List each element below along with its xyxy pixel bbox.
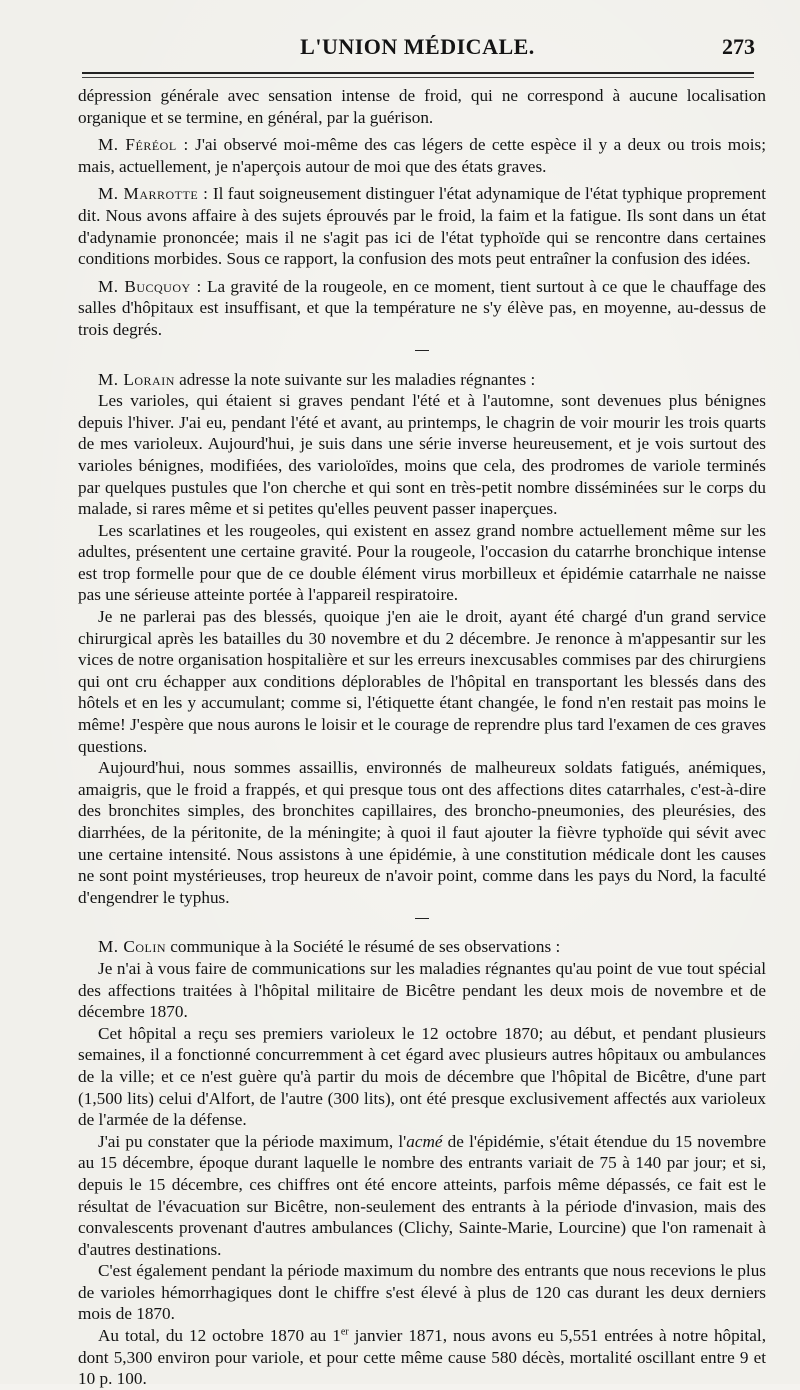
paragraph-text: La gravité de la rougeole, en ce moment, tient surtout à ce que le chauffage des salles d'hôpitaux est insuffisant, et que la température ne s'y élève pas, en moyenne, au-dessus de trois degrés. <box>78 276 766 339</box>
header-rule-thin <box>82 77 754 78</box>
paragraph: Je ne parlerai pas des blessés, quoique j'en aie le droit, ayant été chargé d'un grand service chirurgical après les batailles du 30 novembre et du 2 décembre. Je renonce à m'appesantir sur les vices de notre organisation hospitalière et sur les erreurs inexcusables commises par des chirurgiens qui ont cru échapper aux conditions déplorables de l'hôpital en transportant les blessés dans des hôtels et en les y accumulant; comme si, l'étiquette étant changée, le fond n'en restait pas moins le même! J'espère que nous aurons le loisir et le courage de reprendre plus tard l'examen de ces graves questions. <box>78 607 766 756</box>
header-rule <box>82 72 754 74</box>
superscript: er <box>340 1326 349 1338</box>
paragraph: Aujourd'hui, nous sommes assaillis, environnés de malheureux soldats fatigués, anémiques, amaigris, que le froid a frappés, et qui presque tous ont des affections dites catarrhales, c'est-à-dire des bronchites simples, des bronchites capillaires, des broncho-pneumonies, des pleurésies, des diarrhées, de la péritonite, de la méningite; à quoi il faut ajouter la fièvre typhoïde qui sévit avec une certaine intensité. Nous assistons à une épidémie, à une constitution médicale dont les causes ne sont point mystérieuses, trop heureux de n'avoir point, comme dans les pays du Nord, la faculté d'engendrer le typhus. <box>78 758 766 907</box>
paragraph <box>78 369 766 391</box>
speaker-name: M. Lorain <box>98 369 175 389</box>
section-divider <box>78 910 766 924</box>
speaker-name: M. Marrotte : <box>98 184 209 204</box>
paragraph-text: J'ai observé moi-même des cas légers de cette espèce il y a deux ou trois mois; mais, actuellement, je n'aperçois autour de moi que des états graves. <box>78 135 766 176</box>
paragraph-text: janvier 1871, nous avons eu 5,551 entrées à notre hôpital, dont 5,300 environ pour variole, et pour cette même cause 580 décès, mortalité oscillant entre 9 et 10 p. 100. <box>78 1326 766 1389</box>
italic-term: acmé <box>406 1131 443 1151</box>
running-head <box>80 34 755 64</box>
paragraph <box>78 1131 766 1261</box>
paragraph-text: adresse la note suivante sur les maladies régnantes : <box>174 369 536 389</box>
paragraph: C'est également pendant la période maximum du nombre des entrants que nous recevions le plus de varioles hémorrhagiques dont le chiffre s'est élevé à plus de 120 cas durant les deux derniers mois de 1870. <box>78 1261 766 1324</box>
paragraph <box>78 936 766 958</box>
paragraph: Je n'ai à vous faire de communications sur les maladies régnantes qu'au point de vue tout spécial des affections traitées à l'hôpital militaire de Bicêtre pendant les deux mois de novembre et de décembre 1870. <box>78 958 766 1022</box>
paragraph: Les scarlatines et les rougeoles, qui existent en assez grand nombre actuellement même sur les adultes, présentent une certaine gravité. Pour la rougeole, l'occasion du catarrhe bronchique intense est trop formelle pour que de ce double élément virus morbilleux et épidémie catarrhale ne naisse pas une sérieuse atteinte portée à l'appareil respiratoire. <box>78 520 766 605</box>
paragraph-text: Au total, du 12 octobre 1870 au 1 <box>98 1326 341 1346</box>
journal-title: L'UNION MÉDICALE. <box>300 34 535 59</box>
article-body <box>78 85 766 1390</box>
speaker-name: M. Féréol : <box>98 135 189 155</box>
speaker-name: M. Bucquoy : <box>98 276 202 296</box>
speaker-name: M. Colin <box>98 937 166 957</box>
paragraph-text: Il faut soigneusement distinguer l'état adynamique de l'état typhique proprement dit. Nous avons affaire à des sujets éprouvés par le froid, la faim et la fatigue. Ils sont dans un état d'adynamie prononcée; mais il ne s'agit pas ici de l'état typhoïde qui se rencontre dans certaines conditions morbides. Sous ce rapport, la confusion des mots peut entraîner la confusion des idées. <box>78 184 767 269</box>
paragraph-text: de l'épidémie, s'était étendue du 15 novembre au 15 décembre, époque durant laquelle le nombre des entrants variait de 75 à 140 par jour; et si, depuis le 15 décembre, ces chiffres ont été encore atteints, parfois même dépassés, ce fait est le résultat de l'évacuation sur Bicêtre, non-seulement des entrants à la période d'invasion, mais des convalescents provenant d'autres ambulances (Clichy, Sainte-Marie, Lourcine) que l'on ramenait à d'autres destinations. <box>78 1131 766 1259</box>
paragraph-text: communique à la Société le résumé de ses observations : <box>166 937 561 957</box>
paragraph <box>78 183 766 269</box>
paragraph-text: J'ai pu constater que la période maximum, l' <box>98 1131 407 1151</box>
section-divider <box>78 343 766 357</box>
paragraph: Les varioles, qui étaient si graves pendant l'été et à l'automne, sont devenues plus bénignes depuis l'hiver. J'ai eu, pendant l'été et avant, au printemps, le chagrin de voir mourir les trois quarts de mes varioleux. Aujourd'hui, je suis dans une série inverse heureusement, et je vois surtout des varioles bénignes, modifiées, des varioloïdes, moins que cela, des prodromes de variole terminés par quelques pustules que l'on cherche et qui sont en très-petit nombre disséminées sur le corps du malade, si rares même et si petites qu'elles peuvent passer inaperçues. <box>78 391 766 519</box>
paragraph: Cet hôpital a reçu ses premiers varioleux le 12 octobre 1870; au début, et pendant plusieurs semaines, il a fonctionné concurremment à cet égard avec plusieurs autres hôpitaux ou ambulances de la ville; et ce n'est guère qu'à partir du mois de décembre que l'hôpital de Bicêtre, d'une part (1,500 lits) celui d'Alfort, de l'autre (300 lits), ont été presque exclusivement affectés aux varioleux de l'armée de la défense. <box>78 1023 766 1130</box>
page-number: 273 <box>722 34 755 59</box>
paragraph: dépression générale avec sensation intense de froid, qui ne correspond à aucune localisation organique et se termine, en général, par la guérison. <box>78 86 766 127</box>
paragraph <box>78 276 766 341</box>
paragraph <box>78 1325 766 1390</box>
paragraph <box>78 134 766 177</box>
